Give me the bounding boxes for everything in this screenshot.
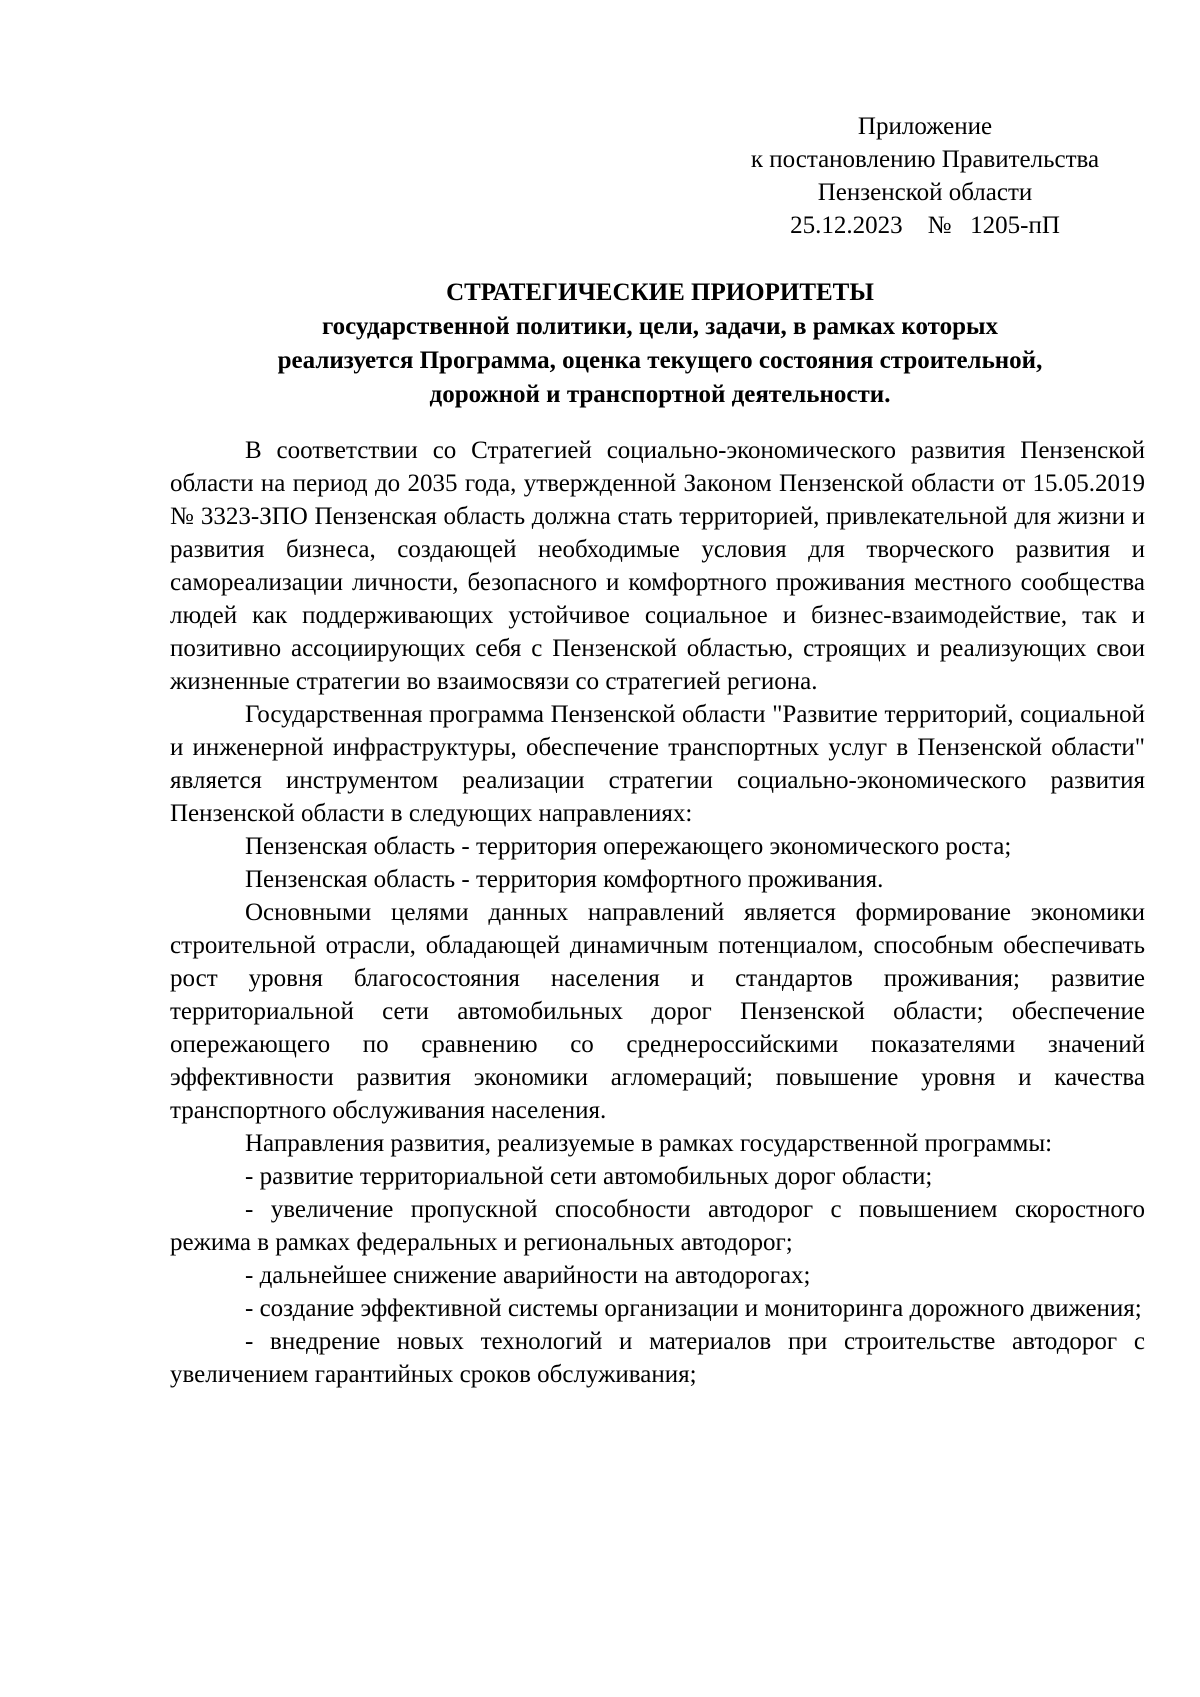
paragraph-program: Государственная программа Пензенской области "Развитие территорий, социальной и инженерной инфраструктуры, обеспечение транспортных услуг в Пензенской области" является инструментом реализации стратегии социально-экономического развития Пензенской области в следующих направлениях: bbox=[170, 701, 1145, 827]
list-item-road-network: - развитие территориальной сети автомобильных дорог области; bbox=[245, 1163, 933, 1190]
list-item-capacity: - увеличение пропускной способности автодорог с повышением скоростного режима в рамках федеральных и региональных автодорог; bbox=[170, 1196, 1145, 1256]
document-title bbox=[170, 276, 1150, 412]
list-item-new-technologies: - внедрение новых технологий и материалов при строительстве автодорог с увеличением гарантийных сроков обслуживания; bbox=[170, 1328, 1145, 1388]
list-item-accidents: - дальнейшее снижение аварийности на автодорогах; bbox=[245, 1262, 811, 1289]
appendix-header bbox=[700, 110, 1150, 242]
paragraph-goals: Основными целями данных направлений является формирование экономики строительной отрасли, обладающей динамичным потенциалом, способным обеспечивать рост уровня благосостояния населения и стандартов проживания; развитие территориальной сети автомобильных дорог Пензенской области; обеспечение опережающего по сравнению со среднероссийскими показателями значений эффективности развития экономики агломераций; повышение уровня и качества транспортного обслуживания населения. bbox=[170, 899, 1145, 1124]
title-line-3: реализуется Программа, оценка текущего состояния строительной, bbox=[277, 347, 1043, 374]
appendix-resolution-ref: к постановлению Правительства bbox=[750, 146, 1100, 173]
title-line-2: государственной политики, цели, задачи, в рамках которых bbox=[321, 313, 999, 340]
paragraph-direction-growth: Пензенская область - территория опережающего экономического роста; bbox=[245, 833, 1012, 860]
appendix-label: Приложение bbox=[857, 113, 993, 140]
appendix-date-number: 25.12.2023 № 1205-пП bbox=[790, 212, 1060, 239]
list-item-traffic-monitoring: - создание эффективной системы организации и мониторинга дорожного движения; bbox=[245, 1295, 1142, 1322]
paragraph-strategy: В соответствии со Стратегией социально-экономического развития Пензенской области на период до 2035 года, утвержденной Законом Пензенской области от 15.05.2019 № 3323-ЗПО Пензенская область должна стать территорией, привлекательной для жизни и развития бизнеса, создающей необходимые условия для творческого развития и самореализации личности, безопасного и комфортного проживания местного сообщества людей как поддерживающих устойчивое социальное и бизнес-взаимодействие, так и позитивно ассоциирующих себя с Пензенской областью, строящих и реализующих свои жизненные стратегии во взаимосвязи со стратегией региона. bbox=[170, 437, 1145, 695]
paragraph-direction-comfort: Пензенская область - территория комфортного проживания. bbox=[245, 866, 884, 893]
title-line-4: дорожной и транспортной деятельности. bbox=[429, 381, 891, 408]
appendix-region: Пензенской области bbox=[817, 179, 1033, 206]
title-line-1: СТРАТЕГИЧЕСКИЕ ПРИОРИТЕТЫ bbox=[446, 279, 874, 306]
paragraph-directions-intro: Направления развития, реализуемые в рамках государственной программы: bbox=[245, 1130, 1053, 1157]
document-body bbox=[170, 434, 1145, 1391]
